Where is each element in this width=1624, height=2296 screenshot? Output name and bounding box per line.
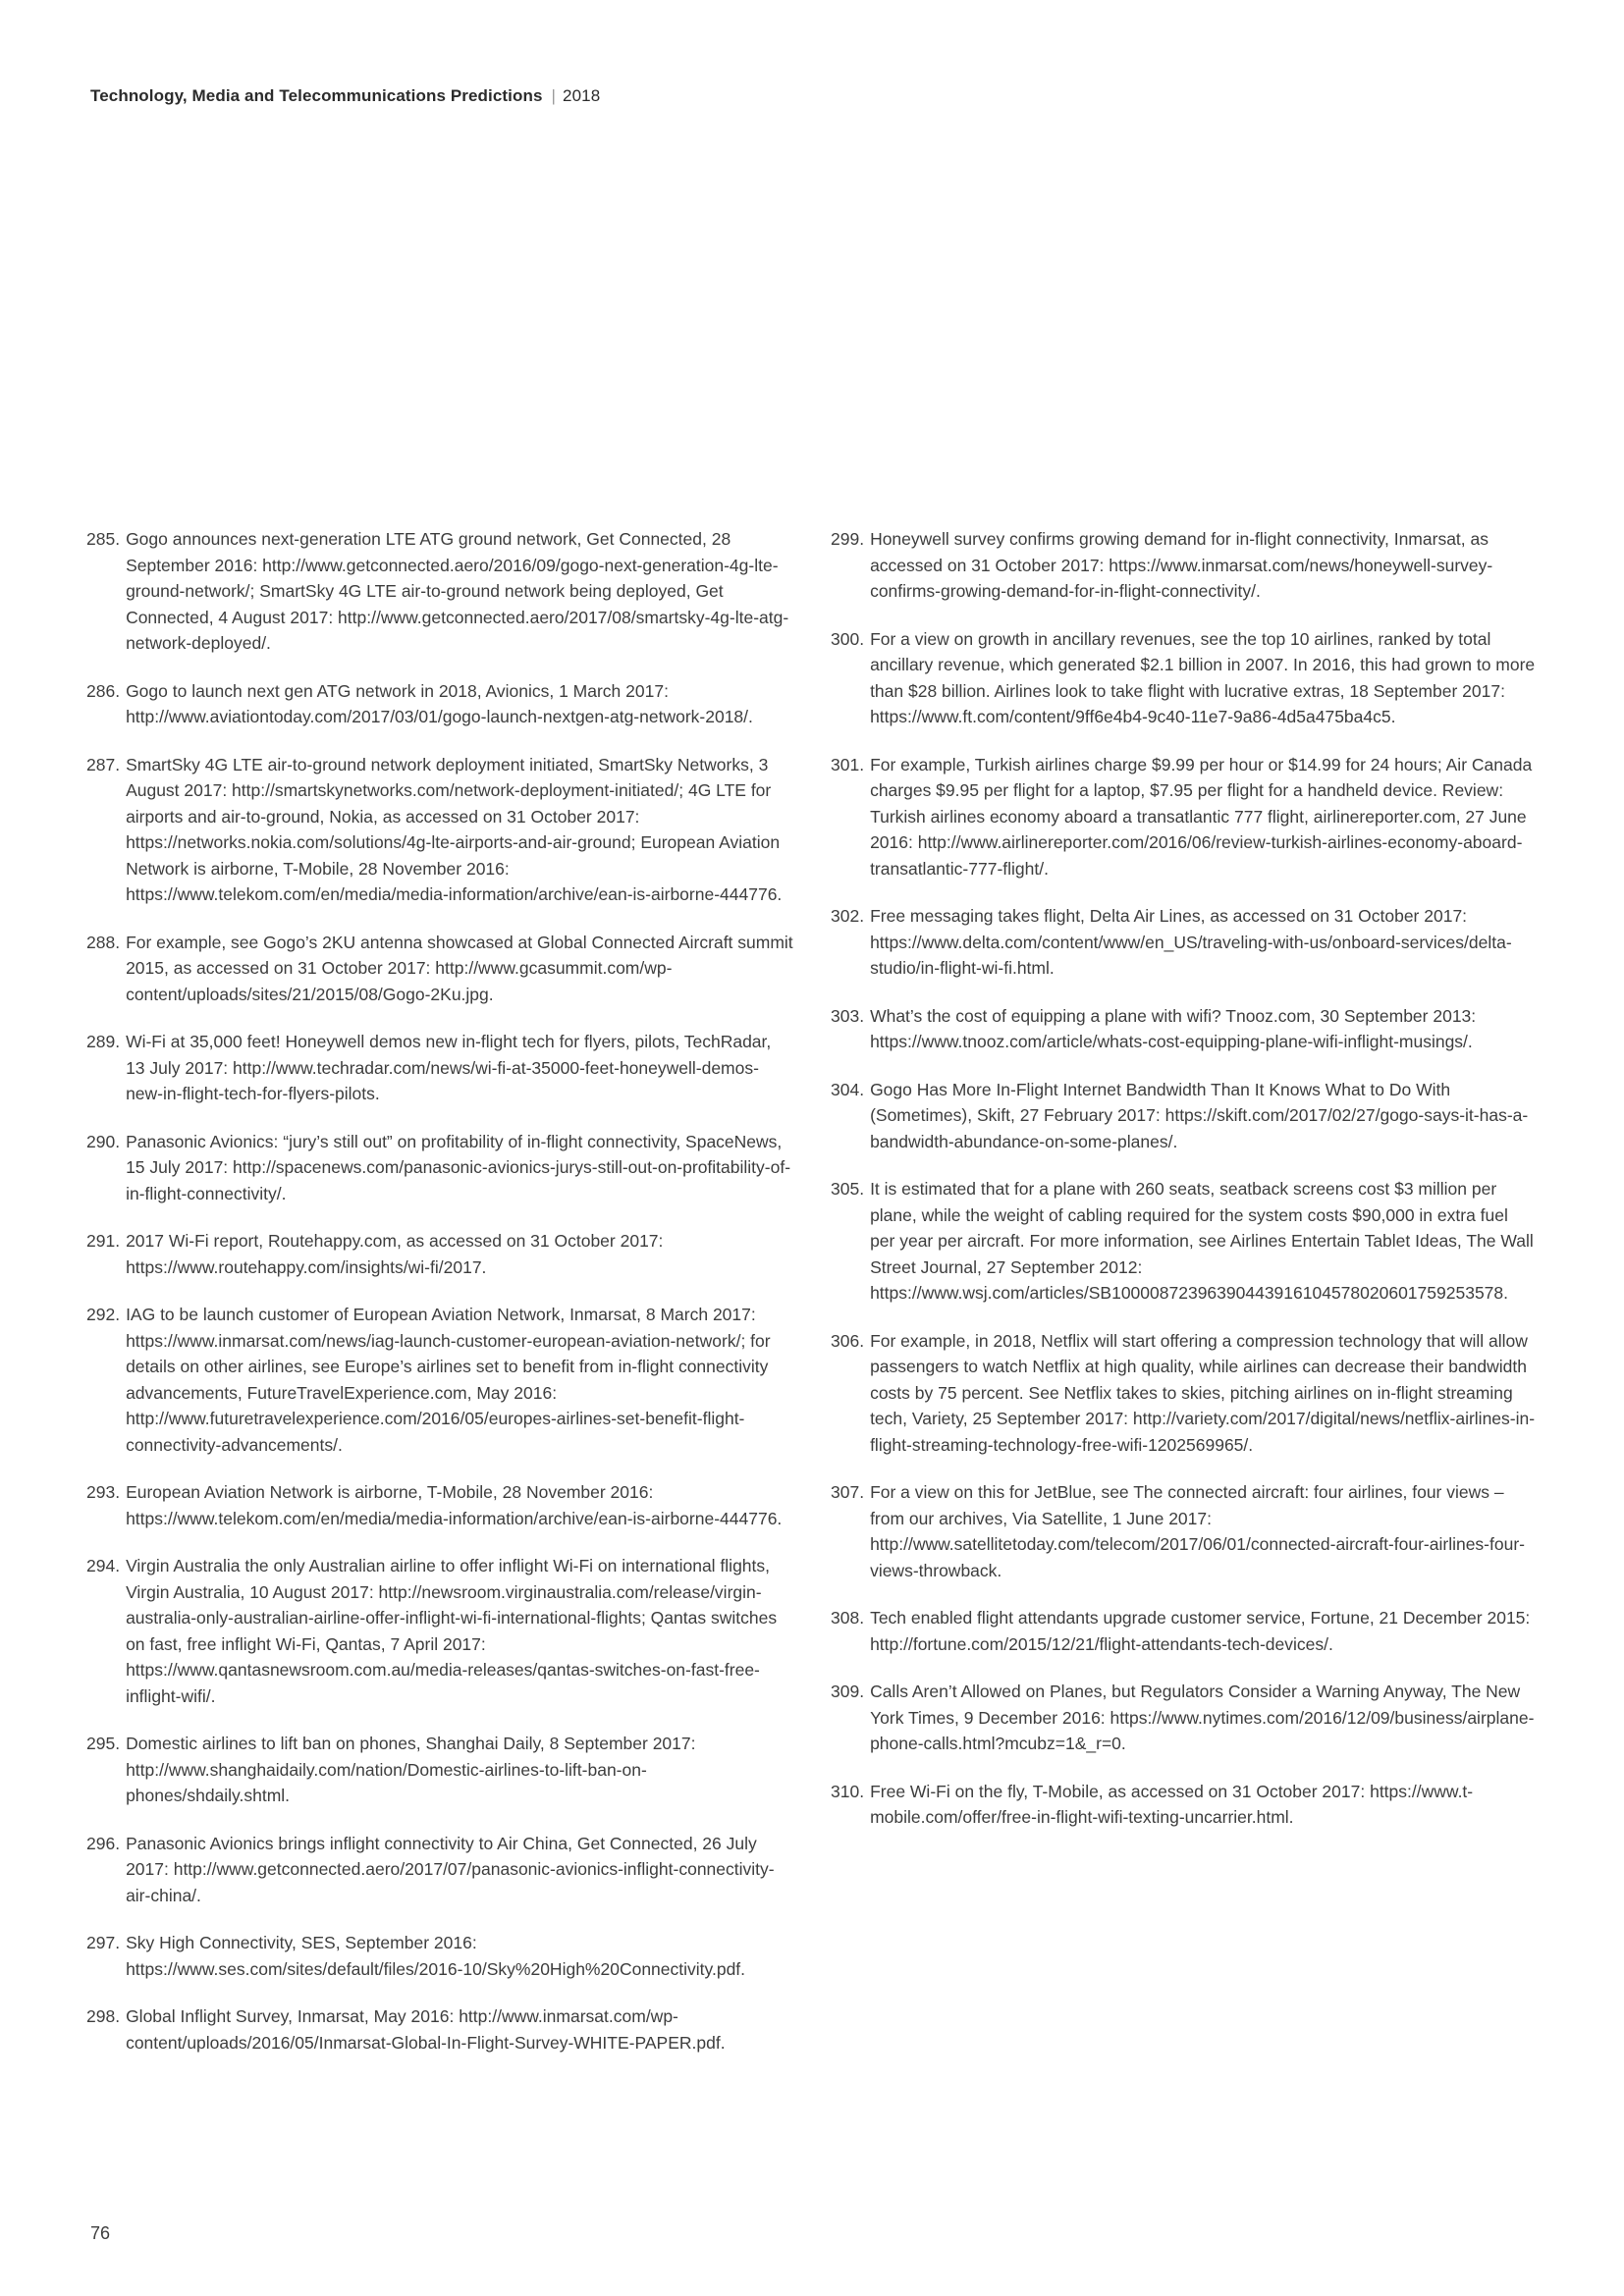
- reference-text: IAG to be launch customer of European Aviation Network, Inmarsat, 8 March 2017: https://www.inmarsat.com/news/iag-launch-customer-european-aviation-network/; for details on other airlines, see Europe’s airlines set to benefit from in-flight connectivity advancements, FutureTravelExperience.com, May 2016: http://www.futuretravelexperience.com/2016/05/europes-airlines-set-benefit-flight-connectivity-advancements/.: [126, 1305, 771, 1455]
- reference-number: 285.: [86, 529, 121, 549]
- reference-item: [86, 1228, 793, 1280]
- reference-item: [86, 1831, 793, 1909]
- document-year: 2018: [563, 86, 601, 105]
- reference-number: 290.: [86, 1131, 121, 1151]
- reference-text: Gogo to launch next gen ATG network in 2018, Avionics, 1 March 2017: http://www.aviationtoday.com/2017/03/01/gogo-launch-nextgen-atg-network-2018/.: [126, 680, 753, 726]
- reference-item: [86, 1302, 793, 1458]
- reference-number: 289.: [86, 1032, 121, 1051]
- reference-item: [86, 752, 793, 908]
- reference-text: For example, Turkish airlines charge $9.99 per hour or $14.99 for 24 hours; Air Canada charges $9.95 per flight for a laptop, $7.95 per flight for a handheld device. Review: Turkish airlines economy aboard a transatlantic 777 flight, airlinereporter.com, 27 June 2016: http://www.airlinereporter.com/2016/06/review-turkish-airlines-economy-aboard-transatlantic-777-flight/.: [870, 754, 1533, 879]
- reference-text: Free Wi-Fi on the fly, T-Mobile, as accessed on 31 October 2017: https://www.t-mobile.com/offer/free-in-flight-wifi-texting-uncarrier.html.: [870, 1781, 1474, 1827]
- reference-item: [831, 526, 1538, 605]
- reference-number: 286.: [86, 680, 121, 701]
- reference-text: 2017 Wi-Fi report, Routehappy.com, as accessed on 31 October 2017: https://www.routehappy.com/insights/wi-fi/2017.: [126, 1231, 664, 1277]
- reference-text: Free messaging takes flight, Delta Air Lines, as accessed on 31 October 2017: https://www.delta.com/content/www/en_US/traveling-with-us/onboard-services/delta-studio/in-flight-wi-fi.html.: [870, 906, 1512, 978]
- page-footer: [90, 2223, 110, 2244]
- reference-number: 293.: [86, 1482, 121, 1502]
- reference-text: Global Inflight Survey, Inmarsat, May 2016: http://www.inmarsat.com/wp-content/uploads/2016/05/Inmarsat-Global-In-Flight-Survey-WHITE-PAPER.pdf.: [126, 2006, 726, 2053]
- reference-item: [831, 752, 1538, 882]
- reference-number: 291.: [86, 1231, 121, 1251]
- reference-number: 309.: [831, 1682, 865, 1701]
- reference-item: [831, 626, 1538, 730]
- reference-item: [831, 1003, 1538, 1055]
- reference-item: [86, 1553, 793, 1709]
- reference-text: Tech enabled flight attendants upgrade customer service, Fortune, 21 December 2015: http://fortune.com/2015/12/21/flight-attendants-tech-devices/.: [870, 1608, 1531, 1654]
- reference-item: [831, 1479, 1538, 1583]
- reference-text: Virgin Australia the only Australian airline to offer inflight Wi-Fi on international flights, Virgin Australia, 10 August 2017: http://newsroom.virginaustralia.com/release/virgin-australia-only-australian-airline-offer-inflight-wi-fi-international-flights; Qantas switches on fast, free inflight Wi-Fi, Qantas, 7 April 2017: https://www.qantasnewsroom.com.au/media-releases/qantas-switches-on-fast-free-inflight-wifi/.: [126, 1556, 778, 1706]
- reference-number: 292.: [86, 1305, 121, 1324]
- reference-number: 296.: [86, 1833, 121, 1853]
- reference-item: [831, 1328, 1538, 1459]
- reference-item: [831, 1779, 1538, 1831]
- reference-number: 294.: [86, 1556, 121, 1575]
- reference-number: 304.: [831, 1079, 865, 1099]
- reference-item: [831, 1605, 1538, 1657]
- reference-number: 302.: [831, 906, 865, 926]
- references-list: [86, 526, 1538, 2077]
- reference-text: For a view on growth in ancillary revenues, see the top 10 airlines, ranked by total ancillary revenue, which generated $2.1 billion in 2007. In 2016, this had grown to more than $28 billion. Airlines look to take flight with lucrative extras, 18 September 2017: https://www.ft.com/content/9ff6e4b4-9c40-11e7-9a86-4d5a475ba4c5.: [870, 628, 1536, 726]
- reference-item: [86, 1731, 793, 1809]
- document-title: Technology, Media and Telecommunications Predictions: [90, 86, 543, 105]
- reference-text: It is estimated that for a plane with 260 seats, seatback screens cost $3 million per plane, while the weight of cabling required for the system costs $90,000 in extra fuel per year per aircraft. For more information, see Airlines Entertain Tablet Ideas, The Wall Street Journal, 27 September 2012: https://www.wsj.com/articles/SB10000872396390443916104578020601759253578.: [870, 1179, 1534, 1303]
- reference-item: [86, 1129, 793, 1207]
- reference-number: 297.: [86, 1933, 121, 1952]
- reference-number: 306.: [831, 1330, 865, 1351]
- reference-number: 300.: [831, 628, 865, 649]
- references-column-left: [86, 526, 793, 2077]
- reference-text: Domestic airlines to lift ban on phones, Shanghai Daily, 8 September 2017: http://www.shanghaidaily.com/nation/Domestic-airlines-to-lift-ban-on-phones/shdaily.shtml.: [126, 1734, 696, 1805]
- reference-number: 303.: [831, 1005, 865, 1026]
- reference-item: [86, 1479, 793, 1531]
- reference-number: 299.: [831, 529, 865, 549]
- reference-text: For example, in 2018, Netflix will start offering a compression technology that will allow passengers to watch Netflix at high quality, while airlines can decrease their bandwidth costs by 75 percent. See Netflix takes to skies, pitching airlines on in-flight streaming tech, Variety, 25 September 2017: http://variety.com/2017/digital/news/netflix-airlines-in-flight-streaming-technology-free-wifi-1202569965/.: [870, 1330, 1536, 1455]
- reference-text: Panasonic Avionics brings inflight connectivity to Air China, Get Connected, 26 July 2017: http://www.getconnected.aero/2017/07/panasonic-avionics-inflight-connectivity-air-china/.: [126, 1833, 775, 1905]
- reference-number: 307.: [831, 1482, 865, 1502]
- page-number: 76: [90, 2223, 111, 2243]
- reference-text: Calls Aren’t Allowed on Planes, but Regulators Consider a Warning Anyway, The New York Times, 9 December 2016: https://www.nytimes.com/2016/12/09/business/airplane-phone-calls.html?mcubz=1&_r=0.: [870, 1682, 1535, 1753]
- reference-number: 308.: [831, 1608, 865, 1628]
- title-year-divider: |: [551, 86, 557, 105]
- reference-text: Panasonic Avionics: “jury’s still out” on profitability of in-flight connectivity, SpaceNews, 15 July 2017: http://spacenews.com/panasonic-avionics-jurys-still-out-on-profitability-of-in-flight-connectivity/.: [126, 1131, 791, 1203]
- reference-number: 287.: [86, 754, 121, 774]
- reference-text: What’s the cost of equipping a plane with wifi? Tnooz.com, 30 September 2013: https://www.tnooz.com/article/whats-cost-equipping-plane-wifi-inflight-musings/.: [870, 1005, 1477, 1051]
- reference-number: 298.: [86, 2006, 121, 2026]
- reference-text: European Aviation Network is airborne, T-Mobile, 28 November 2016: https://www.telekom.com/en/media/media-information/archive/ean-is-airborne-444776.: [126, 1482, 783, 1528]
- reference-text: SmartSky 4G LTE air-to-ground network deployment initiated, SmartSky Networks, 3 August 2017: http://smartskynetworks.com/network-deployment-initiated/; 4G LTE for airports and air-to-ground, Nokia, as accessed on 31 October 2017: https://networks.nokia.com/solutions/4g-lte-airports-and-air-ground; European Aviation Network is airborne, T-Mobile, 28 November 2016: https://www.telekom.com/en/media/media-information/archive/ean-is-airborne-444776.: [126, 754, 783, 904]
- reference-item: [86, 526, 793, 657]
- reference-number: 288.: [86, 932, 121, 952]
- reference-item: [86, 1930, 793, 1982]
- reference-text: Wi-Fi at 35,000 feet! Honeywell demos new in-flight tech for flyers, pilots, TechRadar, 13 July 2017: http://www.techradar.com/news/wi-fi-at-35000-feet-honeywell-demos-new-in-flight-tech-for-flyers-pilots.: [126, 1032, 772, 1103]
- reference-item: [831, 903, 1538, 982]
- reference-item: [86, 2003, 793, 2056]
- reference-item: [86, 678, 793, 730]
- reference-item: [831, 1176, 1538, 1307]
- reference-item: [86, 930, 793, 1008]
- reference-number: 301.: [831, 754, 865, 774]
- reference-number: 295.: [86, 1734, 121, 1753]
- reference-item: [86, 1029, 793, 1107]
- reference-text: Sky High Connectivity, SES, September 2016: https://www.ses.com/sites/default/files/2016-10/Sky%20High%20Connectivity.pdf.: [126, 1933, 746, 1979]
- reference-text: For example, see Gogo’s 2KU antenna showcased at Global Connected Aircraft summit 2015, as accessed on 31 October 2017: http://www.gcasummit.com/wp-content/uploads/sites/21/2015/08/Gogo-2Ku.jpg.: [126, 932, 793, 1004]
- reference-number: 305.: [831, 1179, 865, 1199]
- references-column-right: [831, 526, 1538, 2077]
- reference-text: Gogo announces next-generation LTE ATG ground network, Get Connected, 28 September 2016: http://www.getconnected.aero/2016/09/gogo-next-generation-4g-lte-ground-network/; SmartSky 4G LTE air-to-ground network being deployed, Get Connected, 4 August 2017: http://www.getconnected.aero/2017/08/smartsky-4g-lte-atg-network-deployed/.: [126, 529, 789, 653]
- reference-number: 310.: [831, 1781, 865, 1801]
- reference-item: [831, 1679, 1538, 1757]
- reference-text: For a view on this for JetBlue, see The connected aircraft: four airlines, four views – from our archives, Via Satellite, 1 June 2017: http://www.satellitetoday.com/telecom/2017/06/01/connected-aircraft-four-airlines-four-views-throwback.: [870, 1482, 1525, 1580]
- reference-text: Gogo Has More In-Flight Internet Bandwidth Than It Knows What to Do With (Sometimes), Skift, 27 February 2017: https://skift.com/2017/02/27/gogo-says-it-has-a-bandwidth-abundance-on-some-planes/.: [870, 1079, 1529, 1151]
- reference-text: Honeywell survey confirms growing demand for in-flight connectivity, Inmarsat, as accessed on 31 October 2017: https://www.inmarsat.com/news/honeywell-survey-confirms-growing-demand-for-in-flight-connectivity/.: [870, 529, 1493, 601]
- page-header: [90, 86, 600, 106]
- reference-item: [831, 1077, 1538, 1155]
